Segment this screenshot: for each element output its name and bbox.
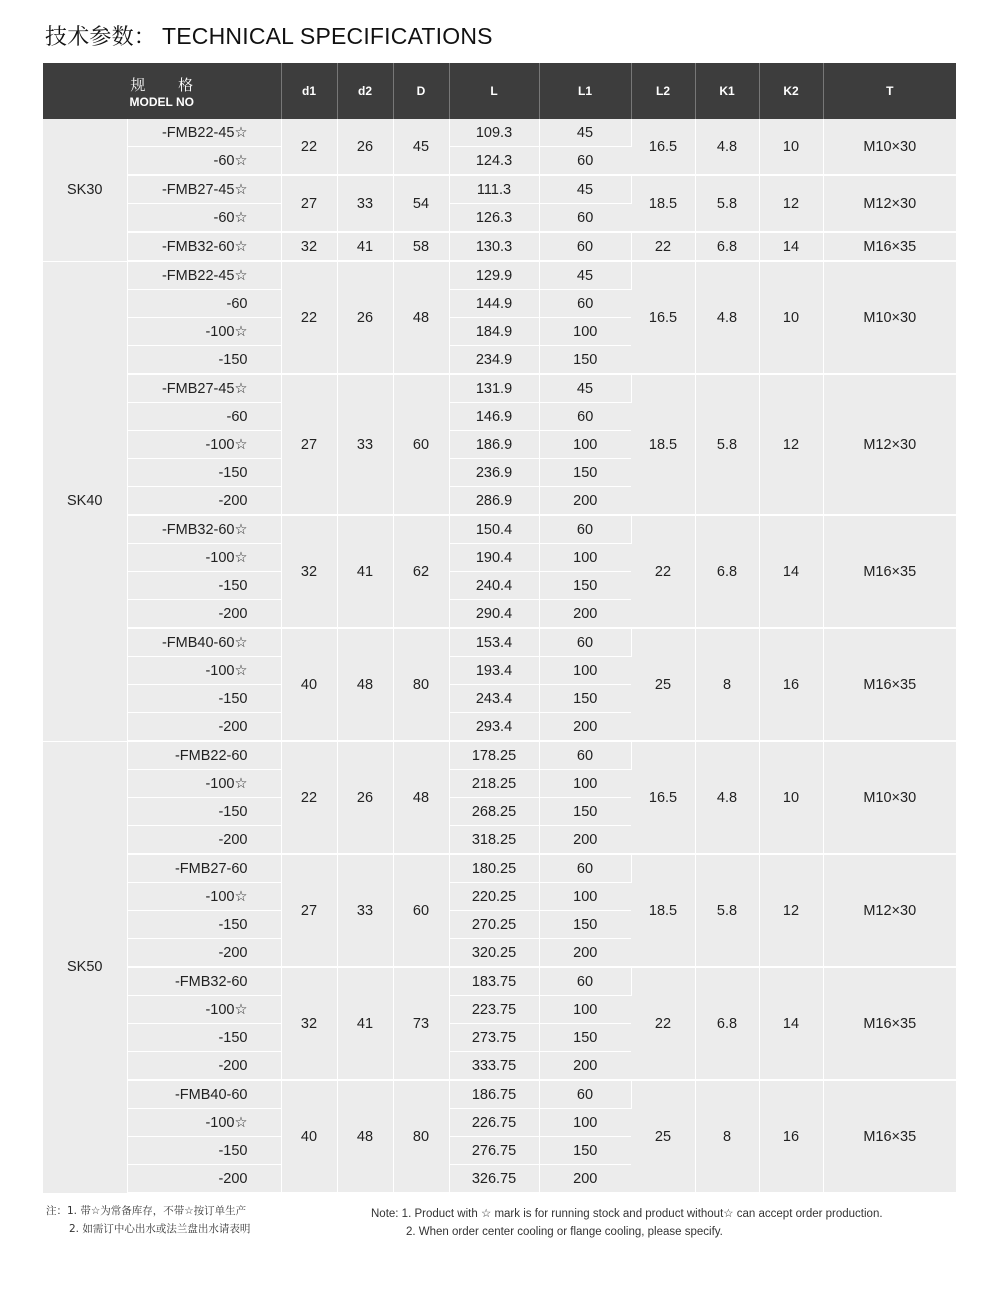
cell-t: M12×30 xyxy=(823,175,956,232)
cell-d: 54 xyxy=(393,175,449,232)
cell-d2: 48 xyxy=(337,628,393,741)
cell-l: 183.75 xyxy=(449,967,539,996)
model-cell: -FMB22-45☆ xyxy=(127,261,281,290)
cell-l: 111.3 xyxy=(449,175,539,204)
cell-l1: 60 xyxy=(539,628,631,657)
table-row xyxy=(43,175,956,204)
cell-l2: 18.5 xyxy=(631,175,695,232)
cell-d1: 32 xyxy=(281,967,337,1080)
cell-l: 276.75 xyxy=(449,1137,539,1165)
model-cell: -FMB22-45☆ xyxy=(127,119,281,147)
cell-d1: 27 xyxy=(281,175,337,232)
header-col-l1: L1 xyxy=(539,63,631,119)
cell-k1: 5.8 xyxy=(695,854,759,967)
cell-l: 146.9 xyxy=(449,403,539,431)
series-name-cell: SK50 xyxy=(43,741,127,1193)
cell-l: 326.75 xyxy=(449,1165,539,1194)
cell-l: 184.9 xyxy=(449,318,539,346)
cell-l: 320.25 xyxy=(449,939,539,968)
cell-k2: 12 xyxy=(759,175,823,232)
cell-k2: 12 xyxy=(759,854,823,967)
cell-l1: 45 xyxy=(539,374,631,403)
model-cell: -150 xyxy=(127,911,281,939)
cell-l2: 16.5 xyxy=(631,261,695,374)
cell-l: 193.4 xyxy=(449,657,539,685)
model-cell: -FMB40-60☆ xyxy=(127,628,281,657)
model-cell: -60☆ xyxy=(127,204,281,233)
cell-l: 318.25 xyxy=(449,826,539,855)
cell-d: 80 xyxy=(393,628,449,741)
note-cn-2: 2. 如需订中心出水或法兰盘出水请表明 xyxy=(69,1223,251,1235)
table-header-row xyxy=(43,63,956,119)
cell-d1: 22 xyxy=(281,261,337,374)
model-cell: -100☆ xyxy=(127,544,281,572)
table-row xyxy=(43,1080,956,1109)
cell-k1: 8 xyxy=(695,628,759,741)
cell-l1: 150 xyxy=(539,1137,631,1165)
cell-d: 58 xyxy=(393,232,449,261)
cell-l: 333.75 xyxy=(449,1052,539,1081)
header-col-l2: L2 xyxy=(631,63,695,119)
cell-k1: 8 xyxy=(695,1080,759,1193)
cell-l: 190.4 xyxy=(449,544,539,572)
cell-t: M16×35 xyxy=(823,967,956,1080)
cell-l: 186.75 xyxy=(449,1080,539,1109)
cell-l2: 22 xyxy=(631,515,695,628)
cell-l1: 150 xyxy=(539,459,631,487)
cell-d2: 33 xyxy=(337,175,393,232)
cell-d1: 27 xyxy=(281,854,337,967)
header-col-d2: d2 xyxy=(337,63,393,119)
header-model-no xyxy=(43,63,281,119)
cell-l1: 200 xyxy=(539,713,631,742)
cell-l1: 60 xyxy=(539,232,631,261)
cell-d: 60 xyxy=(393,854,449,967)
table-row xyxy=(43,515,956,544)
cell-d: 48 xyxy=(393,261,449,374)
model-cell: -FMB27-45☆ xyxy=(127,175,281,204)
cell-l1: 150 xyxy=(539,911,631,939)
notes-chinese xyxy=(46,1202,250,1238)
model-cell: -150 xyxy=(127,459,281,487)
cell-l: 109.3 xyxy=(449,119,539,147)
header-col-d: D xyxy=(393,63,449,119)
cell-d: 62 xyxy=(393,515,449,628)
model-cell: -FMB40-60 xyxy=(127,1080,281,1109)
model-cell: -200 xyxy=(127,713,281,742)
cell-t: M16×35 xyxy=(823,628,956,741)
cell-l1: 150 xyxy=(539,346,631,375)
model-cell: -150 xyxy=(127,572,281,600)
cell-l2: 18.5 xyxy=(631,374,695,515)
cell-d: 73 xyxy=(393,967,449,1080)
cell-l: 153.4 xyxy=(449,628,539,657)
cell-k2: 10 xyxy=(759,261,823,374)
cell-l1: 100 xyxy=(539,431,631,459)
cell-l: 186.9 xyxy=(449,431,539,459)
cell-l2: 16.5 xyxy=(631,119,695,175)
cell-l1: 200 xyxy=(539,1052,631,1081)
cell-l2: 25 xyxy=(631,1080,695,1193)
cell-l1: 150 xyxy=(539,1024,631,1052)
cell-l: 130.3 xyxy=(449,232,539,261)
note-en-2: 2. When order center cooling or flange cooling, please specify. xyxy=(406,1226,723,1238)
cell-l2: 16.5 xyxy=(631,741,695,854)
model-cell: -150 xyxy=(127,1137,281,1165)
model-cell: -FMB27-60 xyxy=(127,854,281,883)
cell-l1: 200 xyxy=(539,1165,631,1194)
specifications-table xyxy=(43,63,956,1194)
model-cell: -150 xyxy=(127,346,281,375)
model-cell: -FMB32-60 xyxy=(127,967,281,996)
model-cell: -100☆ xyxy=(127,996,281,1024)
cell-l2: 18.5 xyxy=(631,854,695,967)
note-cn-1: 注：1. 带☆为常备库存，不带☆按订单生产 xyxy=(46,1205,247,1217)
model-cell: -FMB27-45☆ xyxy=(127,374,281,403)
table-row xyxy=(43,374,956,403)
cell-d: 45 xyxy=(393,119,449,175)
header-col-k1: K1 xyxy=(695,63,759,119)
cell-k2: 14 xyxy=(759,967,823,1080)
cell-l: 286.9 xyxy=(449,487,539,516)
table-row xyxy=(43,232,956,261)
model-cell: -150 xyxy=(127,798,281,826)
cell-t: M16×35 xyxy=(823,232,956,261)
cell-l1: 100 xyxy=(539,657,631,685)
model-cell: -100☆ xyxy=(127,318,281,346)
cell-d2: 26 xyxy=(337,261,393,374)
cell-l: 124.3 xyxy=(449,147,539,176)
cell-l1: 150 xyxy=(539,572,631,600)
cell-t: M10×30 xyxy=(823,119,956,175)
model-cell: -200 xyxy=(127,1165,281,1194)
cell-l1: 200 xyxy=(539,826,631,855)
header-model-cn: 规 格 xyxy=(130,75,208,94)
cell-d: 48 xyxy=(393,741,449,854)
header-col-d1: d1 xyxy=(281,63,337,119)
series-name-cell: SK40 xyxy=(43,261,127,741)
cell-l1: 45 xyxy=(539,175,631,204)
model-cell: -100☆ xyxy=(127,770,281,798)
series-name-cell: SK30 xyxy=(43,119,127,261)
cell-l1: 60 xyxy=(539,741,631,770)
cell-l1: 60 xyxy=(539,403,631,431)
model-cell: -200 xyxy=(127,600,281,629)
cell-l: 131.9 xyxy=(449,374,539,403)
cell-l1: 60 xyxy=(539,204,631,233)
cell-l: 290.4 xyxy=(449,600,539,629)
title-cn: 技术参数： xyxy=(45,25,157,50)
cell-t: M16×35 xyxy=(823,1080,956,1193)
model-cell: -200 xyxy=(127,487,281,516)
model-cell: -200 xyxy=(127,939,281,968)
cell-l: 240.4 xyxy=(449,572,539,600)
model-cell: -60☆ xyxy=(127,147,281,176)
cell-k1: 4.8 xyxy=(695,261,759,374)
cell-d2: 26 xyxy=(337,119,393,175)
cell-l1: 60 xyxy=(539,290,631,318)
model-cell: -150 xyxy=(127,685,281,713)
cell-l1: 100 xyxy=(539,318,631,346)
cell-t: M12×30 xyxy=(823,374,956,515)
cell-l: 150.4 xyxy=(449,515,539,544)
cell-d1: 22 xyxy=(281,741,337,854)
cell-d: 60 xyxy=(393,374,449,515)
cell-t: M10×30 xyxy=(823,261,956,374)
notes-english xyxy=(371,1205,883,1241)
cell-k1: 5.8 xyxy=(695,374,759,515)
cell-d2: 33 xyxy=(337,854,393,967)
model-cell: -60 xyxy=(127,403,281,431)
cell-d1: 32 xyxy=(281,232,337,261)
header-col-k2: K2 xyxy=(759,63,823,119)
model-cell: -150 xyxy=(127,1024,281,1052)
cell-l: 129.9 xyxy=(449,261,539,290)
cell-l: 226.75 xyxy=(449,1109,539,1137)
cell-k1: 4.8 xyxy=(695,741,759,854)
table-row xyxy=(43,967,956,996)
cell-k2: 14 xyxy=(759,515,823,628)
cell-k2: 10 xyxy=(759,119,823,175)
model-cell: -FMB32-60☆ xyxy=(127,515,281,544)
model-cell: -100☆ xyxy=(127,883,281,911)
cell-k1: 6.8 xyxy=(695,967,759,1080)
cell-d2: 41 xyxy=(337,967,393,1080)
cell-d1: 32 xyxy=(281,515,337,628)
table-row xyxy=(43,261,956,290)
cell-d1: 40 xyxy=(281,628,337,741)
model-cell: -100☆ xyxy=(127,1109,281,1137)
cell-l1: 60 xyxy=(539,147,631,176)
note-en-1: Note: 1. Product with ☆ mark is for running stock and product without☆ can accept order production. xyxy=(371,1208,883,1220)
cell-l1: 200 xyxy=(539,487,631,516)
cell-l: 180.25 xyxy=(449,854,539,883)
cell-k2: 16 xyxy=(759,628,823,741)
model-cell: -200 xyxy=(127,1052,281,1081)
cell-l: 178.25 xyxy=(449,741,539,770)
cell-l1: 60 xyxy=(539,515,631,544)
cell-l1: 45 xyxy=(539,261,631,290)
cell-d1: 40 xyxy=(281,1080,337,1193)
cell-l: 236.9 xyxy=(449,459,539,487)
cell-l2: 22 xyxy=(631,232,695,261)
table-body xyxy=(43,119,956,1193)
cell-d: 80 xyxy=(393,1080,449,1193)
cell-k2: 14 xyxy=(759,232,823,261)
model-cell: -FMB22-60 xyxy=(127,741,281,770)
cell-k1: 6.8 xyxy=(695,515,759,628)
cell-l1: 150 xyxy=(539,798,631,826)
cell-l1: 60 xyxy=(539,1080,631,1109)
cell-l: 273.75 xyxy=(449,1024,539,1052)
cell-l: 270.25 xyxy=(449,911,539,939)
cell-l1: 100 xyxy=(539,1109,631,1137)
header-col-t: T xyxy=(823,63,956,119)
cell-l1: 100 xyxy=(539,883,631,911)
cell-k1: 6.8 xyxy=(695,232,759,261)
cell-k2: 12 xyxy=(759,374,823,515)
table-row xyxy=(43,628,956,657)
cell-l: 220.25 xyxy=(449,883,539,911)
cell-l2: 25 xyxy=(631,628,695,741)
cell-l1: 100 xyxy=(539,770,631,798)
cell-l1: 45 xyxy=(539,119,631,147)
cell-k1: 4.8 xyxy=(695,119,759,175)
cell-d1: 22 xyxy=(281,119,337,175)
header-model-en: MODEL NO xyxy=(129,94,194,109)
title-en: TECHNICAL SPECIFICATIONS xyxy=(162,23,493,49)
model-cell: -200 xyxy=(127,826,281,855)
table-row xyxy=(43,854,956,883)
cell-d2: 26 xyxy=(337,741,393,854)
model-cell: -FMB32-60☆ xyxy=(127,232,281,261)
cell-l: 223.75 xyxy=(449,996,539,1024)
model-cell: -60 xyxy=(127,290,281,318)
cell-k2: 10 xyxy=(759,741,823,854)
cell-t: M16×35 xyxy=(823,515,956,628)
cell-l1: 60 xyxy=(539,854,631,883)
cell-l: 126.3 xyxy=(449,204,539,233)
cell-l1: 200 xyxy=(539,600,631,629)
cell-l: 218.25 xyxy=(449,770,539,798)
cell-d2: 33 xyxy=(337,374,393,515)
cell-l: 243.4 xyxy=(449,685,539,713)
table-row xyxy=(43,119,956,147)
model-cell: -100☆ xyxy=(127,431,281,459)
cell-l1: 150 xyxy=(539,685,631,713)
cell-l1: 100 xyxy=(539,996,631,1024)
cell-t: M12×30 xyxy=(823,854,956,967)
cell-l1: 60 xyxy=(539,967,631,996)
cell-k1: 5.8 xyxy=(695,175,759,232)
cell-l: 234.9 xyxy=(449,346,539,375)
model-cell: -100☆ xyxy=(127,657,281,685)
cell-k2: 16 xyxy=(759,1080,823,1193)
cell-d2: 41 xyxy=(337,515,393,628)
table-row xyxy=(43,741,956,770)
cell-l: 144.9 xyxy=(449,290,539,318)
page-title xyxy=(45,20,493,51)
cell-l1: 100 xyxy=(539,544,631,572)
cell-l2: 22 xyxy=(631,967,695,1080)
cell-d2: 48 xyxy=(337,1080,393,1193)
cell-t: M10×30 xyxy=(823,741,956,854)
cell-d2: 41 xyxy=(337,232,393,261)
cell-l1: 200 xyxy=(539,939,631,968)
cell-l: 293.4 xyxy=(449,713,539,742)
header-col-l: L xyxy=(449,63,539,119)
cell-d1: 27 xyxy=(281,374,337,515)
cell-l: 268.25 xyxy=(449,798,539,826)
